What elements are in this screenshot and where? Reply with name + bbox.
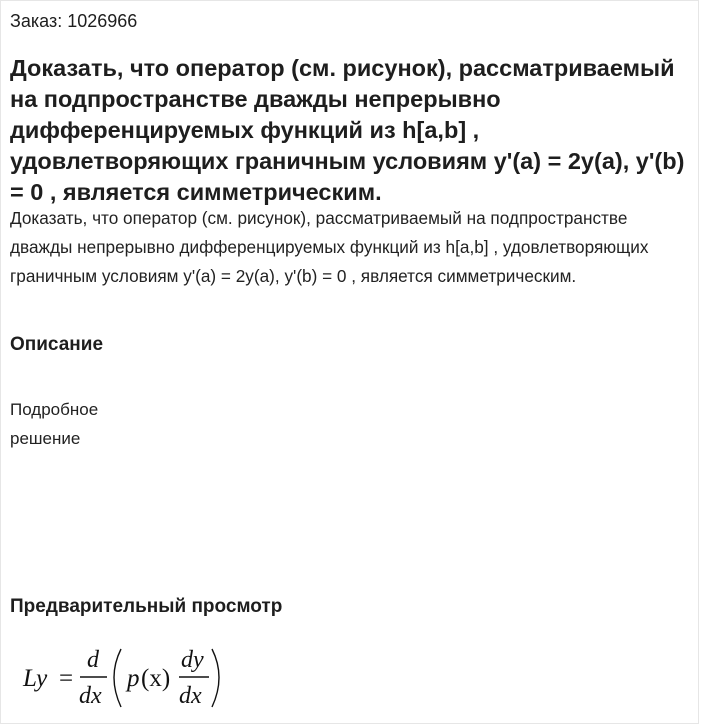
formula-dy-numerator: dy <box>181 647 204 673</box>
formula-dx-denominator-2: dx <box>179 683 202 709</box>
order-number: Заказ: 1026966 <box>10 11 138 31</box>
preview-formula-image <box>15 641 235 713</box>
formula-left-paren <box>114 649 121 707</box>
formula-equals: = <box>59 665 74 692</box>
preview-title: Предварительный просмотр <box>10 596 283 617</box>
task-text: Доказать, что оператор (см. рисунок), рассматриваемый на подпространстве дважды непрерывно дифференцируемых функций из h[a,b] , удовлетворяющих граничным условиям y'(a) = 2y(a), y'(b) = 0 , является симметрическим. <box>10 208 649 286</box>
task-title: Доказать, что оператор (см. рисунок), рассматриваемый на подпространстве дважды непрерывно дифференцируемых функций из h[a,b] , удовлетворяющих граничным условиям y'(a) = 2y(a), y'(b) = 0 , является симметрическим. <box>10 55 685 205</box>
description-line-2: решение <box>10 429 81 448</box>
formula-lhs: Ly <box>23 665 48 692</box>
formula-dx-denominator: dx <box>79 683 102 709</box>
description-title: Описание <box>10 334 104 355</box>
formula-p: p <box>127 665 140 692</box>
formula-right-paren <box>212 649 219 707</box>
formula-d-numerator: d <box>87 647 99 673</box>
formula-x: (x) <box>141 665 171 692</box>
description-text <box>10 395 210 453</box>
description-line-1: Подробное <box>10 400 99 419</box>
